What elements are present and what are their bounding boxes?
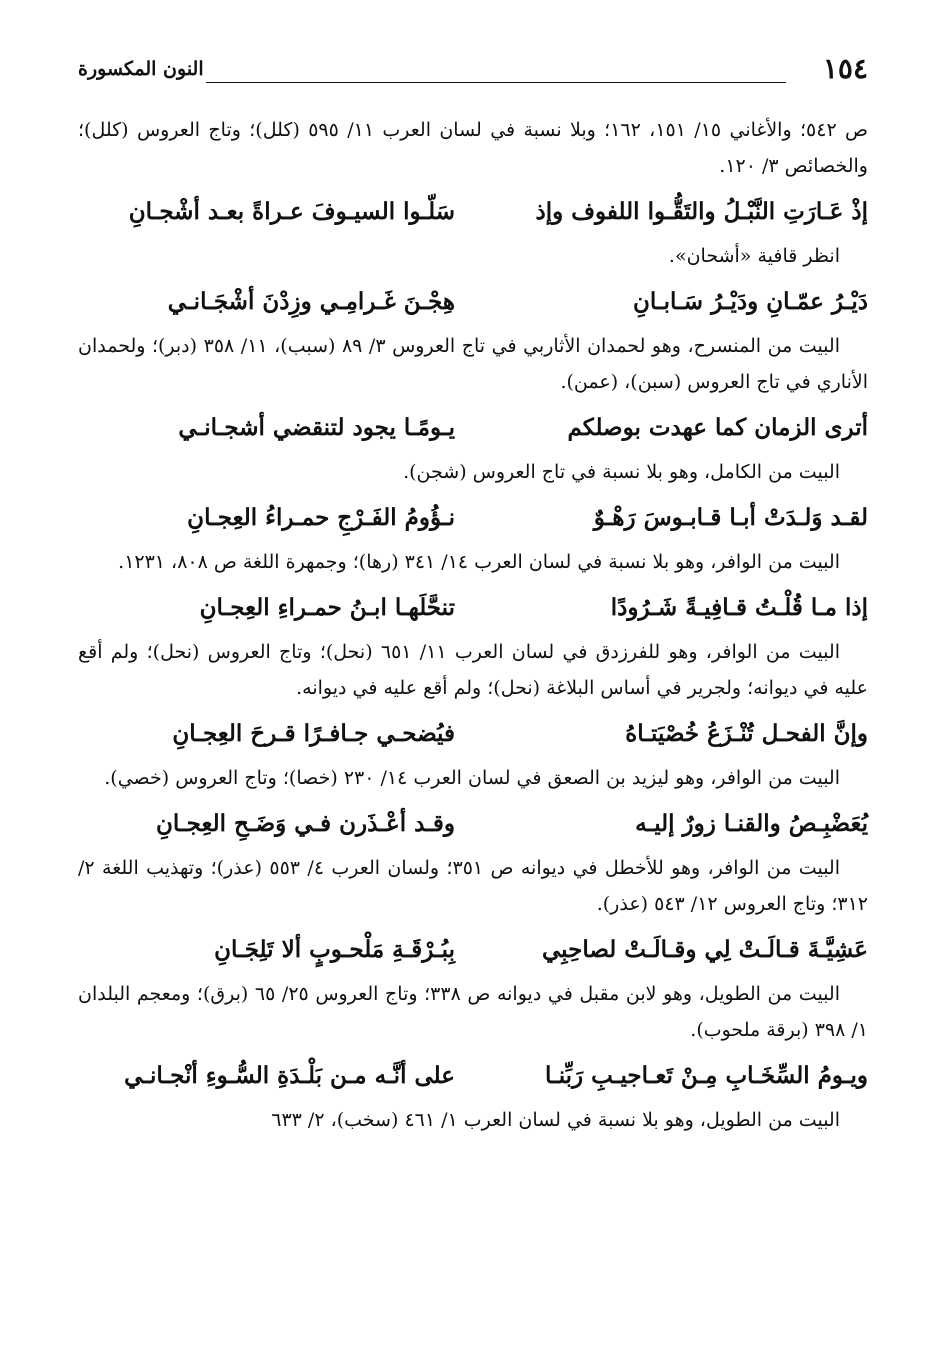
citation-note: ص ٥٤٢؛ والأغاني ١٥/ ١٥١، ١٦٢؛ وبلا نسبة في لسان العرب ١١/ ٥٩٥ (كلل)؛ وتاج العروس (كلل)؛ والخصائص ٣/ ١٢٠. — [78, 119, 868, 177]
verse-first-hemistich: لقـد وَلـدَتْ أبـا قـابـوسَ رَهْـوٌ — [593, 504, 868, 531]
verse-line — [78, 498, 868, 538]
verse-first-hemistich: ويـومُ السِّخَـابِ مِـنْ تَعـاجيـبِ رَبِّنـا — [544, 1062, 868, 1089]
verse-second-hemistich: نـؤُومُ الفَـرْجِ حمـراءُ العِجـانِ — [187, 504, 455, 531]
verse-line — [78, 588, 868, 628]
page-body — [78, 112, 868, 1138]
verse-line — [78, 408, 868, 448]
page-header — [78, 52, 868, 92]
verse-first-hemistich: إذْ عَـارَتِ النَّبْـلُ والتَقُّـوا اللفوف وإذ — [535, 198, 868, 225]
running-title: النون المكسورة — [78, 58, 204, 80]
verse-second-hemistich: يـومًـا يجود لتنقضي أشجـانـي — [178, 414, 455, 441]
verse-second-hemistich: على أنَّـه مـن بَلْـدَةِ السُّـوءِ أنْجـانـي — [124, 1062, 455, 1089]
citation-note: البيت من الوافر، وهو للأخطل في ديوانه ص ٣٥١؛ ولسان العرب ٤/ ٥٥٣ (عذر)؛ وتهذيب اللغة ٢/ ٣١٢؛ وتاج العروس ١٢/ ٥٤٣ (عذر). — [78, 857, 868, 915]
citation-note: البيت من الوافر، وهو للفرزدق في لسان العرب ١١/ ٦٥١ (نحل)؛ وتاج العروس (نحل)؛ ولم أقع عليه في ديوانه؛ ولجرير في أساس البلاغة (نحل)؛ ولم أقع عليه في ديوانه. — [78, 641, 868, 699]
verse-second-hemistich: تنحَّلَهـا ابـنُ حمـراءِ العِجـانِ — [199, 594, 455, 621]
citation-note: البيت من الوافر، وهو بلا نسبة في لسان العرب ١٤/ ٣٤١ (رها)؛ وجمهرة اللغة ص ٨٠٨، ١٢٣١. — [118, 551, 840, 573]
verse-first-hemistich: عَشِيَّـةَ قـالَـتْ لِي وقـالَـتْ لصاحِبِي — [542, 936, 868, 963]
page-number: ١٥٤ — [822, 52, 868, 85]
verse-line — [78, 714, 868, 754]
verse-first-hemistich: دَيْـرُ عمّـانِ ودَيْـرُ سَـابـانِ — [633, 288, 868, 315]
header-rule — [206, 82, 786, 83]
verse-second-hemistich: هِجْـنَ غَـرامِـي وزِدْنَ أشْجَـانـي — [167, 288, 455, 315]
citation-note: انظر قافية «أشحان». — [668, 245, 840, 267]
verse-first-hemistich: وإنَّ الفحـل تُنْـزَعُ خُصْيَتـاهُ — [625, 720, 868, 747]
verse-line — [78, 282, 868, 322]
verse-line — [78, 192, 868, 232]
verse-second-hemistich: فيُضحـي جـافـرًا قـرحَ العِجـانِ — [172, 720, 455, 747]
citation-note: البيت من المنسرح، وهو لحمدان الأثاربي في تاج العروس ٣/ ٨٩ (سبب)، ١١/ ٣٥٨ (دبر)؛ ولحمدان الأناري في تاج العروس (سبن)، (عمن). — [78, 335, 868, 393]
verse-first-hemistich: يُعَضْبِـصُ والقنـا زورٌ إليـه — [635, 810, 868, 837]
verse-line — [78, 804, 868, 844]
verse-first-hemistich: أترى الزمان كما عهدت بوصلكم — [567, 414, 868, 441]
verse-line — [78, 930, 868, 970]
verse-second-hemistich: بِبُـرْقَـةِ مَلْحـوبٍ ألا تَلِجَـانِ — [214, 936, 455, 963]
citation-note: البيت من الوافر، وهو ليزيد بن الصعق في لسان العرب ١٤/ ٢٣٠ (خصا)؛ وتاج العروس (خصي). — [104, 767, 840, 789]
verse-line — [78, 1056, 868, 1096]
citation-note: البيت من الكامل، وهو بلا نسبة في تاج العروس (شجن). — [403, 461, 840, 483]
citation-note: البيت من الطويل، وهو لابن مقبل في ديوانه ص ٣٣٨؛ وتاج العروس ٢٥/ ٦٥ (برق)؛ ومعجم البلدان ١/ ٣٩٨ (برقة ملحوب). — [78, 983, 868, 1041]
citation-note: البيت من الطويل، وهو بلا نسبة في لسان العرب ١/ ٤٦١ (سخب)، ٢/ ٦٣٣ — [271, 1109, 840, 1131]
verse-second-hemistich: وقـد أعْـذَرن فـي وَضَـحِ العِجـانِ — [156, 810, 455, 837]
verse-second-hemistich: سَلّـوا السيـوفَ عـراةً بعـد أشْجـانِ — [128, 198, 455, 225]
verse-first-hemistich: إذا مـا قُلْـتُ قـافِيـةً شَـرُودًا — [610, 594, 868, 621]
